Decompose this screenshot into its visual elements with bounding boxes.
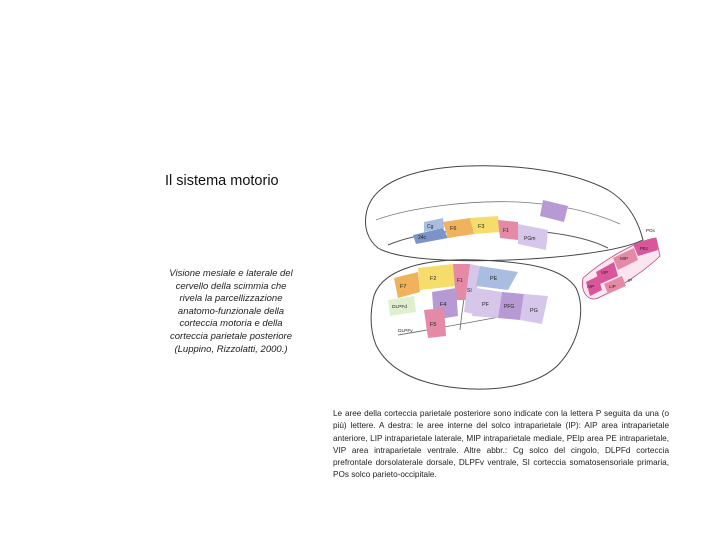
label-f6: F6 — [450, 226, 457, 232]
label-pf: PF — [482, 302, 490, 308]
left-caption-line: cervello della scimmia che — [175, 280, 287, 292]
left-caption-line: Visione mesiale e laterale del — [169, 268, 293, 279]
label-f5: F5 — [430, 322, 437, 328]
medial-area-f3 — [470, 216, 500, 234]
medial-area-pe — [540, 200, 568, 222]
label-pfg: PFG — [504, 304, 515, 310]
left-caption-line: (Luppino, Rizzolatti, 2000.) — [174, 343, 288, 355]
medial-area-f6 — [443, 218, 474, 238]
left-caption-line: corteccia motoria e della — [179, 318, 283, 330]
label-pec: PEc — [640, 246, 649, 251]
label-vip: VIP — [601, 270, 609, 275]
label-dlpfv: DLPFv — [398, 329, 413, 334]
label-pos: POs — [646, 228, 655, 233]
left-caption-line: rivela la parcellizzazione — [179, 293, 283, 305]
left-caption-line: anatomo-funzionale della — [177, 305, 285, 317]
label-lip: LIP — [609, 284, 616, 289]
label-f3: F3 — [478, 224, 485, 230]
lateral-area-f7 — [394, 272, 420, 298]
label-ip: IP — [628, 278, 633, 283]
label-pg: PG — [530, 308, 538, 314]
label-f7: F7 — [400, 284, 407, 290]
label-pe: PE — [490, 276, 498, 282]
label-cg: Cg — [427, 224, 434, 230]
label-f1-lateral: F1 — [457, 278, 463, 284]
medial-brain-outline — [366, 166, 644, 261]
label-mip: MIP — [620, 256, 629, 261]
left-caption — [160, 268, 302, 356]
label-f1-medial: F1 — [503, 228, 509, 234]
label-f4: F4 — [440, 302, 447, 308]
lateral-area-f2 — [418, 264, 456, 290]
label-24c: 24c — [418, 235, 427, 241]
label-si: SI — [467, 288, 472, 294]
brain-figure — [358, 160, 663, 400]
slide-title: Il sistema motorio — [165, 173, 279, 189]
label-pgm: PGm — [524, 236, 536, 242]
left-caption-line: corteccia parietale posteriore — [170, 330, 292, 342]
figure-caption: Le aree della corteccia parietale posteriore sono indicate con la lettera P seguita da una (o più) lettere. A destra: le aree interne del solco intraparietale (IP): AIP area intraparietale anteriore, LIP intraparietale laterale, MIP intraparietale mediale, PEIp area PE intraparietale, VIP area intraparietale ventrale. Altre abbr.: Cg solco del cingolo, DLPFd corteccia prefrontale dorsolaterale dorsale, DLPFv ventrale, SI corteccia somatosensoriale primaria, POs solco parieto-occipitale. — [333, 409, 669, 480]
label-dlpfd: DLPFd — [392, 305, 407, 310]
label-aip: AIP — [587, 284, 595, 289]
label-f2: F2 — [430, 276, 437, 282]
